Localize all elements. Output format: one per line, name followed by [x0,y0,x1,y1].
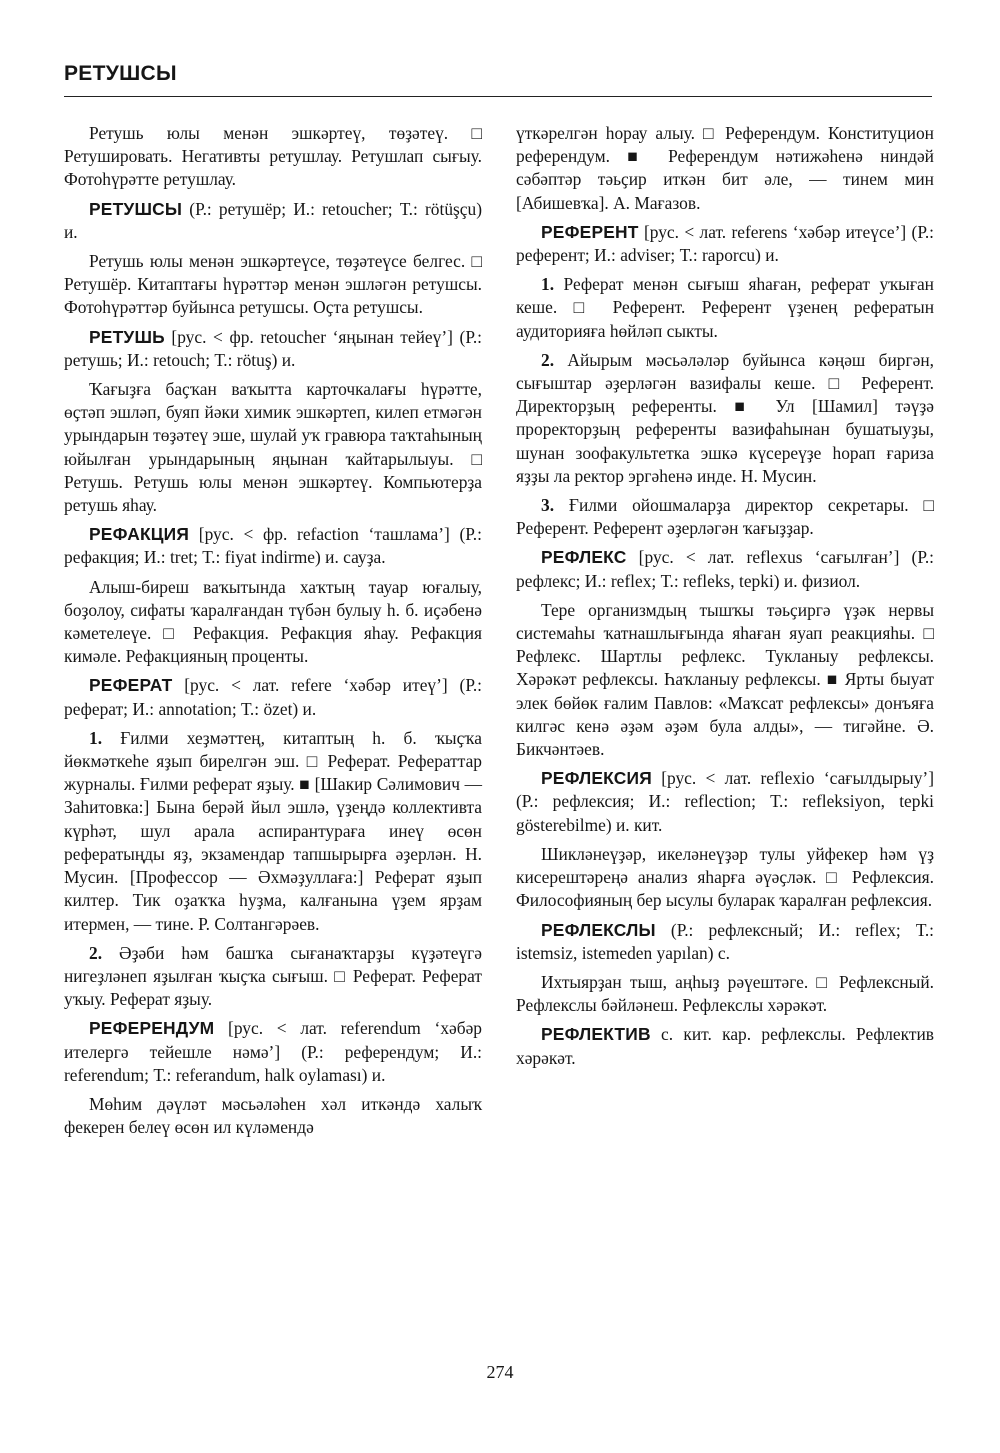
entry-grammar: [рус. < лат. reflexus ‘сағылған’] (Р.: рефлекс; И.: reflex; Т.: refleks, tepki) и. физиол. [516,547,934,591]
headword: РЕФЛЕКСЛЫ [541,919,656,940]
entry-grammar: [рус. < лат. referens ‘хәбәр итеүсе’] (Р.: референт; И.: adviser; Т.: raporcu) и. [516,221,934,266]
sense [64,727,482,936]
sense [64,942,482,1012]
running-head: РЕТУШСЫ [64,62,177,85]
entry-grammar: [рус. < фр. retoucher ‘яңынан тейеү’] (Р.: ретушь; И.: retouch; Т.: rötuş) и. [64,326,482,370]
left-column [64,122,482,1145]
entry-grammar: с. кит. кар. рефлекслы. Рефлектив хәрәкәт. [516,1024,934,1068]
entry-text: Мөһим дәүләт мәсьәләһен хәл иткәндә халыҡ фекерен белеү өсөн ил күләмендә [64,1093,482,1138]
dictionary-entry [64,1017,482,1087]
dictionary-entry [516,919,934,965]
sense-text: Ғилми ойошмаларҙа директор секретары. □ Референт. Референт әҙерләгән ҡағыҙҙар. [516,495,934,539]
sense-number: 2. [541,349,555,370]
entry-grammar: (Р.: рефлексный; И.: reflex; Т.: istemsiz, istemeden yapılan) с. [516,919,934,963]
headword: РЕФЕРЕНДУМ [89,1018,215,1039]
entry-text: Ретушь юлы менән эшкәртеү, төҙәтеү. □ Ретушировать. Негативты ретушлау. Ретушлап сығыу. Фотоһүрәтте ретушлау. [64,123,482,190]
headword: РЕФЕРЕНТ [541,221,639,242]
sense [516,349,934,488]
sense-number: 1. [89,727,103,748]
entry-text: Тере организмдың тышҡы тәьҫиргә үҙәк нервы системаһы ҡатнашлығында яһаған яуап реакцияһы. □ Рефлекс. Шартлы рефлекс. Тукланыу рефлексы. Хәрәкәт рефлексы. Һаҡланыу рефлексы. ■ Ярты быуат элек бөйөк ғалим Павлов: «Маҡсат рефлексы» донъяға килгәс кенә әҙәм әҙәм була алды», — тигәйне. Ә. Бикчәнтәев. [516,599,934,760]
headword: РЕФЛЕКТИВ [541,1024,651,1045]
entry-text: үткәрелгән һорау алыу. □ Референдум. Конституцион референдум. ■ Референдум нәтижәһенә ниндәй сәбәптәр тәьҫир иткән бит әле, — тинем мин [Абишевҡа]. А. Мағазов. [516,123,934,213]
sense-text: Айырым мәсьәләләр буйынса кәңәш биргән, сығыштар әҙерләгән вазифалы кеше. □ Референт. Директорҙың референты. ■ Ул [Шамил] тәүҙә проректорҙың референты вазифаһынан бушатыуҙы, шунан зоофакультетка эшкә күсереүҙе һорап ғариза яҙҙы ла ректор эргәһенә инде. Н. Мусин. [516,349,934,486]
entry-text: Ретушь юлы менән эшкәртеүсе, төҙәтеүсе белгес. □ Ретушёр. Китаптағы һүрәттәр менән эшләгән ретушсы. Фотоһүрәттәр буйынса ретушсы. Оҫта ретушсы. [64,251,482,318]
sense [516,494,934,540]
entry-grammar: [рус. < лат. referendum ‘хәбәр ителергә тейешле нәмә’] (Р.: референдум; И.: referendum; Т.: referandum, halk oylaması) и. [64,1018,482,1085]
entry-grammar: (Р.: ретушёр; И.: retoucher; Т.: rötüşçu) и. [64,198,482,242]
headword: РЕТУШЬ [89,326,165,347]
headword: РЕТУШСЫ [89,198,183,219]
sense-number: 2. [89,942,103,963]
dictionary-entry [516,546,934,592]
headword: РЕФЕРАТ [89,675,173,696]
sense-text: Әҙәби һәм башҡа сығанаҡтарҙы күҙәтеүгә нигеҙләнеп яҙылған ҡыҫҡа сығыш. □ Реферат. Реферат уҡыу. Реферат яҙыу. [64,942,482,1010]
sense-text: Ғилми хеҙмәттең, китаптың һ. б. ҡыҫҡа йөкмәткеһе яҙып бирелгән эш. □ Реферат. Рефераттар журналы. Ғилми реферат яҙыу. ■ [Шакир Сәлимович — Заһитовка:] Бына берәй йыл эшлә, үҙеңдә коллективта күрһәт, шул арала аспирантураға инеү өсөн рефератыңды яҙ, экзамендар тапшырырға әҙерлән. Н. Мусин. [Профессор — Әхмәҙуллаға:] Реферат яҙып килтер. Тик оҙаҡҡа һуҙма, калғанына үҙем ярҙам итермен, — тине. Р. Солтангәрәев. [64,727,482,934]
entry-text: Алыш-биреш ваҡытында хаҡтың тауар юғалыу, боҙолоу, сифаты ҡаралғандан түбән булыу һ. б. иҫәбенә кәметелеүе. □ Рефакция. Рефакция яһау. Рефакция кимәле. Рефакцияның проценты. [64,576,482,667]
headword: РЕФЛЕКСИЯ [541,768,652,789]
page-number: 274 [486,1362,514,1382]
right-column [516,122,934,1076]
entry-grammar: [рус. < лат. reflexio ‘сағылдырыу’] (Р.: рефлексия; И.: reflection; Т.: refleksiyon, tepki gösterebilme) и. кит. [516,768,934,835]
dictionary-entry [64,523,482,569]
headword: РЕФАКЦИЯ [89,524,190,545]
dictionary-entry [64,198,482,244]
entry-text: Ихтыярҙан тыш, аңһыҙ рәүештәге. □ Рефлексный. Рефлекслы бәйләнеш. Рефлекслы хәрәкәт. [516,971,934,1016]
sense-text: Реферат менән сығыш яһаған, реферат уҡыған кеше. □ Референт. Референт үҙенең рефератын аудиторияға һөйләп сыкты. [516,274,934,341]
entry-text: Ҡағыҙға баҫҡан ваҡытта карточкалағы һүрәтте, өҫтәп эшләп, буяп йәки химик эшкәртеп, килеп етмәгән урындарын төҙәтеү эше, шулай уҡ гравюра таҡтаһының юйылған урындарының яңынан ҡайтарылыуы. □ Ретушь. Ретушь юлы менән эшкәртеү. Компьютерҙа ретушь яһау. [64,379,482,516]
dictionary-entry [516,767,934,837]
entry-text: Шикләнеүҙәр, икеләнеүҙәр тулы уйфекер һәм үҙ кисерештәреңә анализ яһарға әүәҫләк. □ Рефлексия. Философияның бер ысулы буларак ҡаралған рефлексия. [516,843,934,911]
dictionary-entry [516,221,934,267]
entry-grammar: [рус. < лат. refere ‘хәбәр итеү’] (Р.: реферат; И.: annotation; Т.: özet) и. [64,675,482,719]
sense-number: 1. [541,274,555,295]
dictionary-entry [516,1023,934,1069]
sense [516,273,934,343]
dictionary-entry [64,674,482,720]
dictionary-entry [64,326,482,372]
header-rule [64,96,932,97]
entry-grammar: [рус. < фр. refaction ‘ташлама’] (Р.: рефакция; И.: tret; Т.: fiyat indirme) и. сауҙа. [64,524,482,568]
sense-number: 3. [541,495,555,516]
headword: РЕФЛЕКС [541,547,627,568]
